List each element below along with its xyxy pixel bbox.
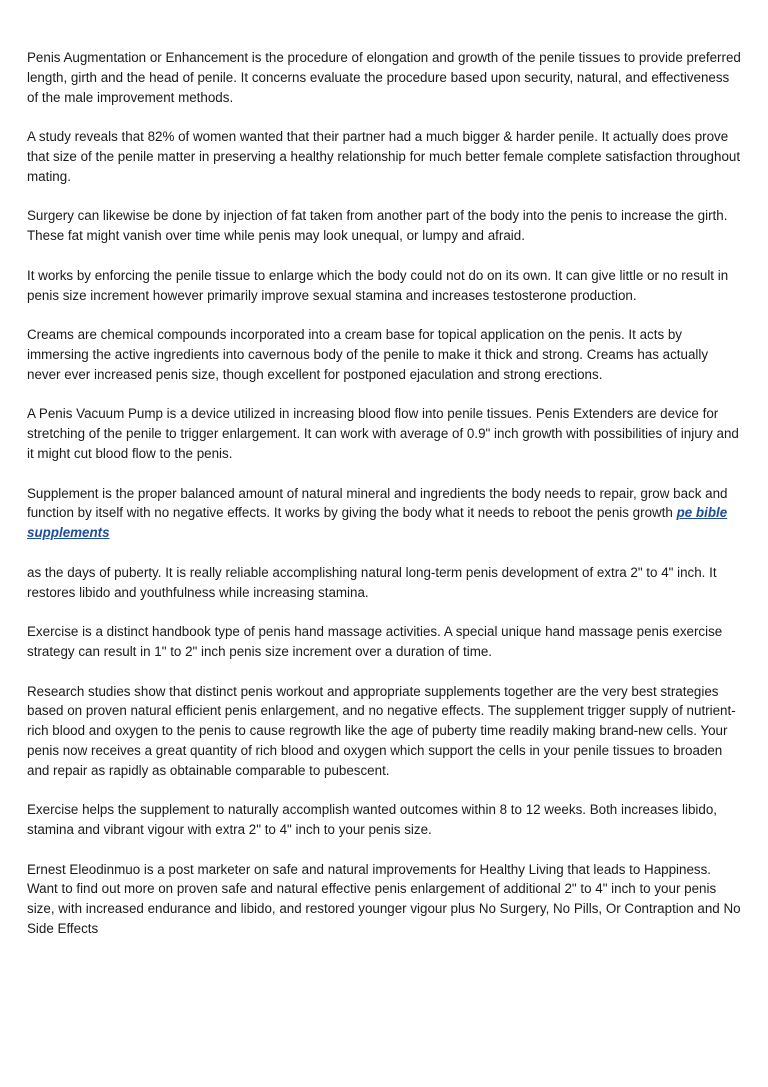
paragraph-supplement	[27, 484, 743, 543]
paragraph-surgery: Surgery can likewise be done by injection of fat taken from another part of the body into the penis to increase the girth. These fat might vanish over time while penis may look unequal, or lumpy and afraid.	[27, 208, 728, 244]
paragraph-pump: A Penis Vacuum Pump is a device utilized in increasing blood flow into penile tissues. Penis Extenders are device for stretching of the penile to trigger enlargement. It can work with average of 0.9" inch growth with possibilities of injury and it might cut blood flow to the penis.	[27, 406, 739, 461]
paragraph-creams: Creams are chemical compounds incorporated into a cream base for topical application on the penis. It acts by immersing the active ingredients into cavernous body of the penile to make it thick and strong. Creams has actually never ever increased penis size, though excellent for postponed ejaculation and strong erections.	[27, 327, 709, 382]
paragraph-research: Research studies show that distinct penis workout and appropriate supplements together are the very best strategies based on proven natural efficient penis enlargement, and no negative effects. The supplement trigger supply of nutrient-rich blood and oxygen to the penis to cause regrowth like the age of puberty time readily making brand-new cells. Your penis now receives a great quantity of rich blood and oxygen which support the cells in your penile tissues to broaden and repair as rapidly as obtainable comparable to pubescent.	[27, 683, 736, 778]
paragraph-study: A study reveals that 82% of women wanted that their partner had a much bigger & harder penile. It actually does prove that size of the penile matter in preserving a healthy relationship for much better female complete satisfaction throughout mating.	[27, 129, 741, 184]
paragraph-augmentation: Penis Augmentation or Enhancement is the procedure of elongation and growth of the penile tissues to provide preferred length, girth and the head of penile. It concerns evaluate the procedure based upon security, natural, and effectiveness of the male improvement methods.	[27, 50, 741, 105]
paragraph-enforcing: It works by enforcing the penile tissue to enlarge which the body could not do on its own. It can give little or no result in penis size increment however primarily improve sexual stamina and increases testosterone production.	[27, 267, 729, 303]
paragraph-author: Ernest Eleodinmuo is a post marketer on safe and natural improvements for Healthy Living that leads to Happiness. Want to find out more on proven safe and natural effective penis enlargement of additional 2" to 4" inch to your penis size, with increased endurance and libido, and restored younger vigour plus No Surgery, No Pills, Or Contraption and No Side Effects	[27, 861, 741, 937]
paragraph-puberty: as the days of puberty. It is really reliable accomplishing natural long-term penis development of extra 2" to 4" inch. It restores libido and youthfulness while increasing stamina.	[27, 564, 717, 600]
supplement-text: Supplement is the proper balanced amount of natural mineral and ingredients the body needs to repair, grow back and function by itself with no negative effects. It works by giving the body what it needs to reboot the penis growth	[27, 485, 728, 521]
document-body	[27, 48, 743, 959]
paragraph-exercise-helps: Exercise helps the supplement to naturally accomplish wanted outcomes within 8 to 12 weeks. Both increases libido, stamina and vibrant vigour with extra 2" to 4" inch to your penis size.	[27, 802, 717, 838]
pe-bible-supplements-link[interactable]: pe bible supplements	[27, 505, 728, 541]
paragraph-exercise: Exercise is a distinct handbook type of penis hand massage activities. A special unique hand massage penis exercise strategy can result in 1" to 2" inch penis size increment over a duration of time.	[27, 624, 723, 659]
